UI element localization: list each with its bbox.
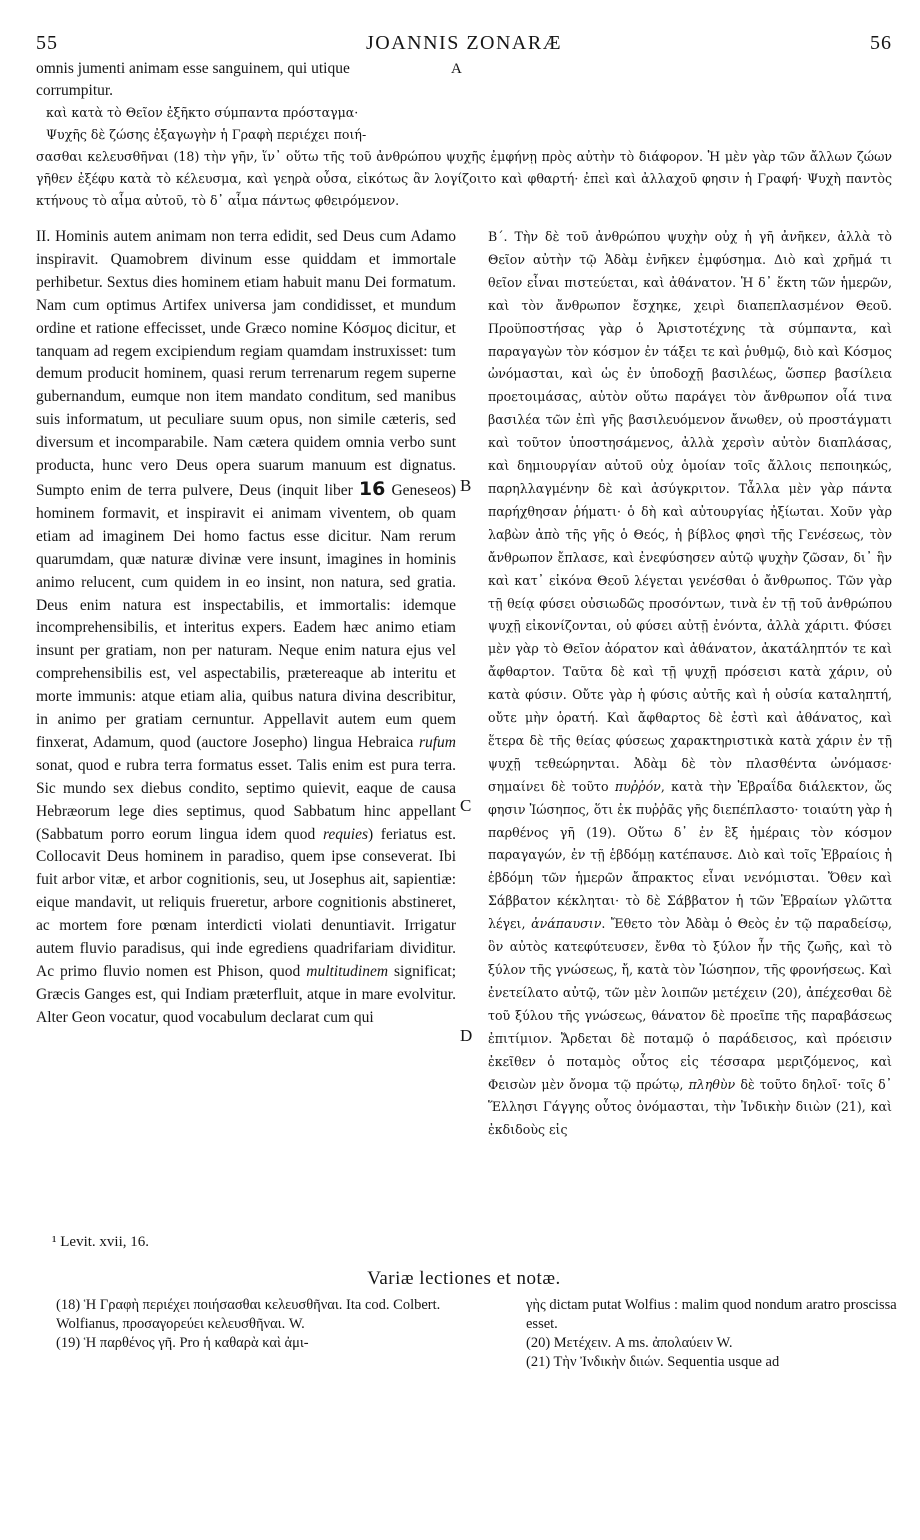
greek-line: καὶ κατὰ τὸ Θεῖον ἐξῆκτο σύμπαντα πρόσταγμα· bbox=[46, 105, 359, 120]
greek-italic-term: πυῤῥόν bbox=[614, 778, 661, 794]
marker-a: A bbox=[451, 61, 462, 77]
latin-text-run: sonat, quod e rubra terra formatus esset. Talis enim est pura terra. Sic mundo sex diebus condito, septimo quievit, eaque de causa Hebræorum lege dies septimus, quod Sabbatum hinc appellant (Sabbatum porro eorum lingua idem quod bbox=[36, 756, 456, 843]
greek-paragraph bbox=[488, 226, 892, 1142]
note-entry: γὴς dictam putat Wolfius : malim quod nondum aratro proscissa esset. bbox=[526, 1297, 897, 1332]
greek-line: Ψυχῆς δὲ ζώσης ἐξαγωγὴν ἡ Γραφὴ περιέχει ποιή- bbox=[46, 127, 367, 142]
running-title: JOANNIS ZONARÆ bbox=[365, 32, 562, 54]
greek-text-run: . Ἔθετο τὸν Ἀδὰμ ὁ Θεὸς ἐν τῷ παραδείσῳ, ὃν αὐτὸς κατεφύτευσεν, ἔνθα τὸ ξύλον ἦν τῆς ζωῆς, καὶ τὸ ξύλον τῆς γνώσεως, ἤ, κατὰ τὸν Ἰώσηπον, τῆς φρονήσεως. Καὶ ἐνετείλατο αὐτῷ, τῶν μὲν λοιπῶν μετέχειν (20), ἀπέχεσθαι δὲ τοῦ ξύλου τῆς γνώσεως, θάνατον δὲ προεῖπε τῆς παραβάσεως ἐπιτίμιον. Ἄρδεται δὲ ποταμῷ ὁ παράδεισος, καὶ πρόεισιν ἐκεῖθεν ὁ ποταμὸς οὗτος εἰς τέσσαρα μεριζόμενος, καὶ Φεισὼν μὲν ὄνομα τῷ πρώτῳ, bbox=[488, 916, 892, 1092]
page-header bbox=[36, 26, 892, 58]
latin-text-run: II. Hominis autem animam non terra edidit, sed Deus cum Adamo inspiravit. Quamobrem divinum esse quiddam et immortale perhibetur. Sextus dies hominem etiam habuit manu Dei formatum. Nam cum optimus Artifex universa jam condidisset, et mundum ordine et ratione effecisset, unde Græco nomine Κόσμος dicitur, et tanquam ad regem excipiendum regiam quamdam instruxisset: tum demum producit hominem, quasi rerum terrenarum regem superne gubernandum, eumque non item mandato conditum, sed manibus suis informatum, ut peculiare suum opus, non simile cæteris, sed diversum et incomparabile. Nam cætera quidem omnia verbo sunt producta, hunc vero Deus opera suarum manuum est dignatus. Sumpto enim de terra pulvere, Deus (inquit liber bbox=[36, 228, 456, 499]
continuation-block bbox=[36, 58, 892, 212]
greek-text-run: δὲ τοῦτο δηλοῖ· τοῖς δ᾽ Ἕλλησι Γάγγης οὗτος ὀνόμασται, τὴν Ἰνδικὴν διιὼν (21), καὶ ἐκδιδοὺς εἰς bbox=[488, 1076, 892, 1138]
note-entry: (21) Τὴν Ἰνδικὴν διιών. Sequentia usque ad bbox=[526, 1354, 780, 1370]
latin-text-run: significat; Græcis Ganges est, qui Indiam præterfluit, atque in mare evolvitur. Alter Geon vocatur, quod vocabulum declarat cum qui bbox=[36, 963, 457, 1026]
note-entry: (18) Ἡ Γραφὴ περιέχει ποιήσασθαι κελευσθῆναι. Ita cod. Colbert. Wolfianus, προσαγορεύει κελευσθῆναι. W. bbox=[56, 1297, 441, 1332]
two-column-text bbox=[36, 226, 892, 1234]
variae-lectiones-title: Variæ lectiones et notæ. bbox=[367, 1268, 561, 1289]
marker-c: C bbox=[460, 796, 472, 815]
latin-text-run: ) feriatus est. Collocavit Deus hominem in paradiso, quem ipse conseverat. Ibi fuit arbor vitæ, et arbor cognitionis, seu, ut Josephus ait, sapientiæ: eique mandavit, ut reliquis frueretur, arbore cognitionis abstineret, ac mortem fore pœnam interdicti violati denuntiavit. Irrigatur autem fluvio paradisus, qui inde egrediens quadrifariam dividitur. Ac primo fluvio nomen est Phison, quod bbox=[36, 825, 457, 980]
variant-notes bbox=[36, 1296, 897, 1406]
greek-italic-term: ἀνάπαυσιν bbox=[531, 916, 602, 932]
page-number-left: 55 bbox=[36, 32, 58, 54]
greek-column bbox=[488, 226, 892, 1142]
greek-continuation bbox=[46, 102, 476, 146]
latin-italic-term: multitudinem bbox=[306, 963, 389, 980]
latin-column bbox=[36, 226, 456, 1030]
greek-full-width-text: σασθαι κελευσθῆναι (18) τὴν γῆν, ἵν᾽ οὕτω τῆς τοῦ ἀνθρώπου ψυχῆς ἐμφήνῃ πρὸς αὐτὴν τὸ διάφορον. Ἡ μὲν γὰρ τῶν ἄλλων ζώων γῆθεν ἐξέφυ κατὰ τὸ κέλευσμα, καὶ γεηρὰ οὖσα, εἰκότως ἂν λογίζοιτο καὶ φθαρτή· ἐπεὶ καὶ ἀλλαχοῦ φησιν ἡ Γραφή· Ψυχὴ παντὸς κτήνους τὸ αἷμα αὐτοῦ, τὸ δ᾽ αἷμα πάντως φθειρόμενον. bbox=[36, 149, 892, 208]
greek-italic-term: πληθὺν bbox=[688, 1076, 736, 1092]
latin-text-run: Geneseos) hominem formavit, et inspiravit ei animam viventem, ob quam etiam ad imaginem Dei homo factus esse dicitur. Nam rerum quarumdam, quæ naturæ divinæ vere insunt, imagines in hominis animo relucent, cum quidem in eo insint, non natura, sed gratia. Deus enim natura est inspectabilis, et immortalis: idemque incomprehensibilis, et interitus expers. Eadem hæc animo etiam insunt per gratiam, non per naturam. Neque enim natura ejus vel comprehensibilis est, vel aspectabilis, prætereaque ab interitu et morte immunis: atque etiam alia, quibus natura divina describitur, in animo per gratiam cernuntur. Appellavit autem eum quem finxerat, Adamum, quod (auctore Josepho) lingua Hebraica bbox=[36, 481, 457, 751]
notes-left-column bbox=[56, 1296, 466, 1353]
footnote: ¹ Levit. xvii, 16. bbox=[52, 1234, 149, 1250]
note-entry: (20) Μετέχειν. A ms. ἀπολαύειν W. bbox=[526, 1335, 733, 1351]
latin-italic-term: requies bbox=[322, 825, 368, 843]
latin-italic-term: rufum bbox=[418, 733, 457, 751]
page-number-right: 56 bbox=[870, 32, 892, 54]
note-entry: (19) Ἡ παρθένος γῆ. Pro ἡ καθαρὰ καὶ ἀμι- bbox=[56, 1335, 309, 1351]
notes-right-column bbox=[526, 1296, 906, 1372]
marker-b: B bbox=[460, 476, 472, 495]
latin-line: omnis jumenti animam esse sanguinem, qui utique bbox=[36, 60, 350, 77]
latin-paragraph bbox=[36, 226, 456, 1030]
stamp-number: 16 bbox=[358, 477, 386, 500]
latin-continuation bbox=[36, 58, 451, 102]
greek-text-run: Β΄. Τὴν δὲ τοῦ ἀνθρώπου ψυχὴν οὐχ ἡ γῆ ἀνῆκεν, ἀλλὰ τὸ Θεῖον αὐτὴν τῷ Ἀδὰμ ἐνῆκεν ἐμφύσημα. Διὸ καὶ χρῆμά τι θεῖον εἶναι πιστεύεται, καὶ ἀθάνατον. Ἡ δ᾽ ἕκτη τῶν ἡμερῶν, καὶ τὸν ἄνθρωπον ἔσχηκε, χειρὶ διαπεπλασμένον Θεοῦ. Προϋποστήσας γὰρ ὁ Ἀριστοτέχνης τὰ σύμπαντα, καὶ παραγαγὼν τὸν κόσμον ἐν τάξει τε καὶ ῥυθμῷ, διὸ καὶ Κόσμος ὠνόμασται, καὶ ὡς ἐν ὑποδοχῇ βασιλέως, ὥσπερ βασίλεια προετοιμάσας, αὐτὸν οὕτω παράγει τὸν ἄνθρωπον οἷά τινα βασιλέα τῶν ἐπὶ γῆς βασιλευόμενον ἄνωθεν, οὐ προστάγματι καὶ τοῦτον ὑποστησάμενος, ἀλλὰ χερσὶν αὐτὸν διαπλάσας, καὶ δημιουργίαν αὐτοῦ οὐχ ὁμοίαν τοῖς ἄλλοις πεποιηκώς, παρηλλαγμένην δὲ καὶ ἀσύγκριτον. Τἆλλα μὲν γὰρ πάντα παρήχθησαν ῥήματι· ὁ δὴ καὶ αὐτουργίας ἠξίωται. Χοῦν γὰρ λαβὼν ἀπὸ τῆς γῆς ὁ Θεός, ἡ βίβλος φησὶ τῆς Γενέσεως, τὸν ἄνθρωπον ἔπλασε, καὶ ἐνεφύσησεν αὐτῷ ψυχὴν ζῶσαν, δι᾽ ἣν καὶ κατ᾽ εἰκόνα Θεοῦ λέγεται γενέσθαι ὁ ἄνθρωπος. Τῶν γὰρ τῇ θείᾳ φύσει οὐσιωδῶς προσόντων, τινὰ ἐν τῇ τοῦ ἀνθρώπου ψυχῇ εἰκονίζονται, οὐ φύσει αὐτῇ ἐνόντα, ἀλλὰ χάριτι. Φύσει μὲν γὰρ τὸ Θεῖον ἀόρατον καὶ ἀθάνατον, ἀκατάληπτόν τε καὶ ἄφθαρτον. Ταῦτα δὲ καὶ τῇ ψυχῇ πρόσεισι κατὰ χάριν, οὐ κατὰ φύσιν. Οὔτε γὰρ ἡ φύσις αὐτῆς καὶ ἡ οὐσία καταληπτή, οὔτε μὴν ὁρατή. Καὶ ἄφθαρτος δὲ ἐστὶ καὶ ἀθάνατος, καὶ ἕτερα δὲ τῆς θείας φύσεως χαρακτηριστικὰ κατὰ χάριν ἐν τῇ ψυχῇ τεθεώρηνται. Ἀδὰμ δὲ τὸν πλασθέντα ὠνόμασε· σημαίνει δὲ τοῦτο bbox=[488, 229, 892, 794]
greek-text-run: , κατὰ τὴν Ἑβραΐδα διάλεκτον, ὥς φησιν Ἰώσηπος, ὅτι ἐκ πυῤῥᾶς γῆς διεπέπλαστο· τοιαύτη γὰρ ἡ παρθένος γῆ (19). Οὕτω δ᾽ ἐν ἓξ ἡμέραις τὸν κόσμον παραγαγών, ἐν τῇ ἑβδόμῃ κατέπαυσε. Διὸ καὶ τοῖς Ἑβραίοις ἡ ἑβδόμη τῶν ἡμερῶν ἄπρακτος εἶναι νενόμισται. Ὅθεν καὶ Σάββατον κέκληται· τὸ δὲ Σάββατον ἡ τῶν Ἑβραίων γλῶττα λέγει, bbox=[488, 778, 892, 932]
marker-d: D bbox=[460, 1026, 473, 1045]
latin-line: corrumpitur. bbox=[36, 82, 114, 99]
